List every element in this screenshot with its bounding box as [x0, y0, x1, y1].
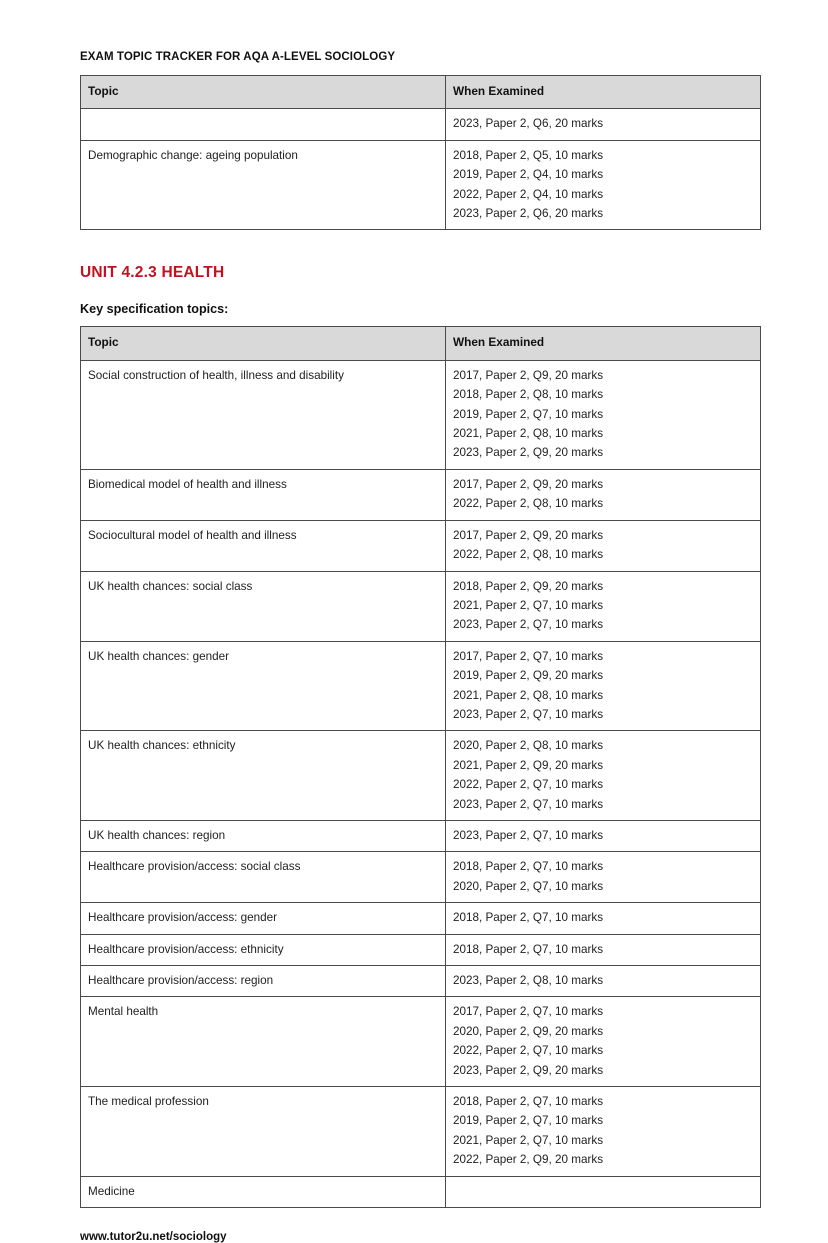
exam-entry: 2022, Paper 2, Q8, 10 marks: [453, 548, 604, 562]
continued-topic-table: [80, 75, 761, 230]
cell-topic: Biomedical model of health and illness: [81, 469, 446, 520]
exam-entry: 2022, Paper 2, Q9, 20 marks: [453, 1153, 604, 1167]
exam-entry: 2017, Paper 2, Q7, 10 marks: [453, 649, 604, 663]
health-topic-table: [80, 326, 761, 1208]
exam-entry: 2018, Paper 2, Q7, 10 marks: [453, 911, 604, 925]
cell-when-examined: [446, 469, 761, 520]
table-row: [81, 469, 761, 520]
column-header-topic: Topic: [81, 76, 446, 109]
table-row: [81, 571, 761, 641]
page-title: EXAM TOPIC TRACKER FOR AQA A-LEVEL SOCIOLOGY: [80, 51, 396, 63]
exam-entry: 2019, Paper 2, Q9, 20 marks: [453, 669, 604, 683]
cell-when-examined: [446, 966, 761, 997]
table-row: [81, 1087, 761, 1177]
column-header-when-examined: When Examined: [446, 327, 761, 360]
cell-topic: UK health chances: ethnicity: [81, 731, 446, 821]
exam-entry: 2021, Paper 2, Q7, 10 marks: [453, 598, 604, 612]
exam-entry: 2018, Paper 2, Q7, 10 marks: [453, 942, 604, 956]
cell-topic: Healthcare provision/access: social class: [81, 852, 446, 903]
cell-when-examined: [446, 571, 761, 641]
unit-heading: UNIT 4.2.3 HEALTH: [80, 264, 225, 282]
table-row: [81, 903, 761, 934]
exam-entry: 2020, Paper 2, Q9, 20 marks: [453, 1024, 604, 1038]
exam-entry: 2017, Paper 2, Q9, 20 marks: [453, 477, 604, 491]
cell-when-examined: [446, 109, 761, 140]
table-row: [81, 966, 761, 997]
cell-when-examined: [446, 731, 761, 821]
exam-entry: 2023, Paper 2, Q7, 10 marks: [453, 828, 604, 842]
exam-entry: 2017, Paper 2, Q7, 10 marks: [453, 1005, 604, 1019]
table-row: [81, 641, 761, 731]
exam-entry: 2019, Paper 2, Q7, 10 marks: [453, 407, 604, 421]
exam-entry: 2021, Paper 2, Q7, 10 marks: [453, 1133, 604, 1147]
cell-topic: The medical profession: [81, 1087, 446, 1177]
exam-entry: 2018, Paper 2, Q7, 10 marks: [453, 1095, 604, 1109]
exam-entry: 2021, Paper 2, Q9, 20 marks: [453, 758, 604, 772]
table-header-row: [81, 76, 761, 109]
cell-topic: Mental health: [81, 997, 446, 1087]
exam-entry: 2023, Paper 2, Q7, 10 marks: [453, 618, 604, 632]
cell-when-examined: [446, 852, 761, 903]
exam-entry: 2022, Paper 2, Q7, 10 marks: [453, 1044, 604, 1058]
cell-topic: Healthcare provision/access: ethnicity: [81, 934, 446, 965]
table-row: [81, 997, 761, 1087]
table-row: [81, 1176, 761, 1207]
cell-when-examined: [446, 360, 761, 469]
exam-entry: 2022, Paper 2, Q4, 10 marks: [453, 187, 604, 201]
exam-entry: 2023, Paper 2, Q7, 10 marks: [453, 797, 604, 811]
key-specification-topics-label: Key specification topics:: [80, 302, 229, 317]
table-row: [81, 520, 761, 571]
exam-entry: 2021, Paper 2, Q8, 10 marks: [453, 688, 604, 702]
exam-entry: 2019, Paper 2, Q7, 10 marks: [453, 1114, 604, 1128]
cell-topic: Social construction of health, illness and disability: [81, 360, 446, 469]
column-header-topic: Topic: [81, 327, 446, 360]
cell-topic: UK health chances: gender: [81, 641, 446, 731]
cell-topic: Demographic change: ageing population: [81, 140, 446, 230]
exam-entry: 2023, Paper 2, Q9, 20 marks: [453, 1063, 604, 1077]
table-row: [81, 140, 761, 230]
cell-topic: UK health chances: social class: [81, 571, 446, 641]
table-row: [81, 109, 761, 140]
cell-topic: Medicine: [81, 1176, 446, 1207]
exam-entry: 2019, Paper 2, Q4, 10 marks: [453, 168, 604, 182]
cell-when-examined: [446, 140, 761, 230]
exam-entry: 2020, Paper 2, Q7, 10 marks: [453, 879, 604, 893]
cell-when-examined: [446, 903, 761, 934]
exam-entry: 2018, Paper 2, Q7, 10 marks: [453, 860, 604, 874]
cell-topic: Healthcare provision/access: region: [81, 966, 446, 997]
cell-when-examined: [446, 520, 761, 571]
column-header-when-examined: When Examined: [446, 76, 761, 109]
cell-when-examined: [446, 934, 761, 965]
table-row: [81, 820, 761, 851]
footer-url: www.tutor2u.net/sociology: [80, 1231, 227, 1243]
cell-topic: UK health chances: region: [81, 820, 446, 851]
exam-entry: 2020, Paper 2, Q8, 10 marks: [453, 739, 604, 753]
exam-entry: 2023, Paper 2, Q8, 10 marks: [453, 974, 604, 987]
exam-entry: 2017, Paper 2, Q9, 20 marks: [453, 528, 604, 542]
cell-topic: Sociocultural model of health and illness: [81, 520, 446, 571]
table-row: [81, 731, 761, 821]
exam-entry: 2022, Paper 2, Q7, 10 marks: [453, 778, 604, 792]
cell-when-examined: [446, 641, 761, 731]
table-row: [81, 360, 761, 469]
top-table-body: [81, 109, 761, 230]
cell-when-examined: [446, 997, 761, 1087]
cell-when-examined: [446, 820, 761, 851]
cell-when-examined: [446, 1176, 761, 1207]
table-header-row: [81, 327, 761, 360]
exam-entry: 2018, Paper 2, Q8, 10 marks: [453, 388, 604, 402]
exam-entry: 2023, Paper 2, Q7, 10 marks: [453, 707, 604, 721]
cell-topic: [81, 109, 446, 140]
exam-entry: 2023, Paper 2, Q9, 20 marks: [453, 446, 604, 460]
table-row: [81, 934, 761, 965]
main-table-body: [81, 360, 761, 1207]
exam-entry: 2021, Paper 2, Q8, 10 marks: [453, 427, 604, 441]
exam-entry: 2023, Paper 2, Q6, 20 marks: [453, 117, 604, 131]
table-row: [81, 852, 761, 903]
exam-entry: 2023, Paper 2, Q6, 20 marks: [453, 207, 604, 221]
exam-entry: 2022, Paper 2, Q8, 10 marks: [453, 497, 604, 511]
exam-entry: 2018, Paper 2, Q5, 10 marks: [453, 148, 604, 162]
cell-when-examined: [446, 1087, 761, 1177]
exam-entry: 2018, Paper 2, Q9, 20 marks: [453, 579, 604, 593]
exam-entry: 2017, Paper 2, Q9, 20 marks: [453, 368, 604, 382]
cell-topic: Healthcare provision/access: gender: [81, 903, 446, 934]
